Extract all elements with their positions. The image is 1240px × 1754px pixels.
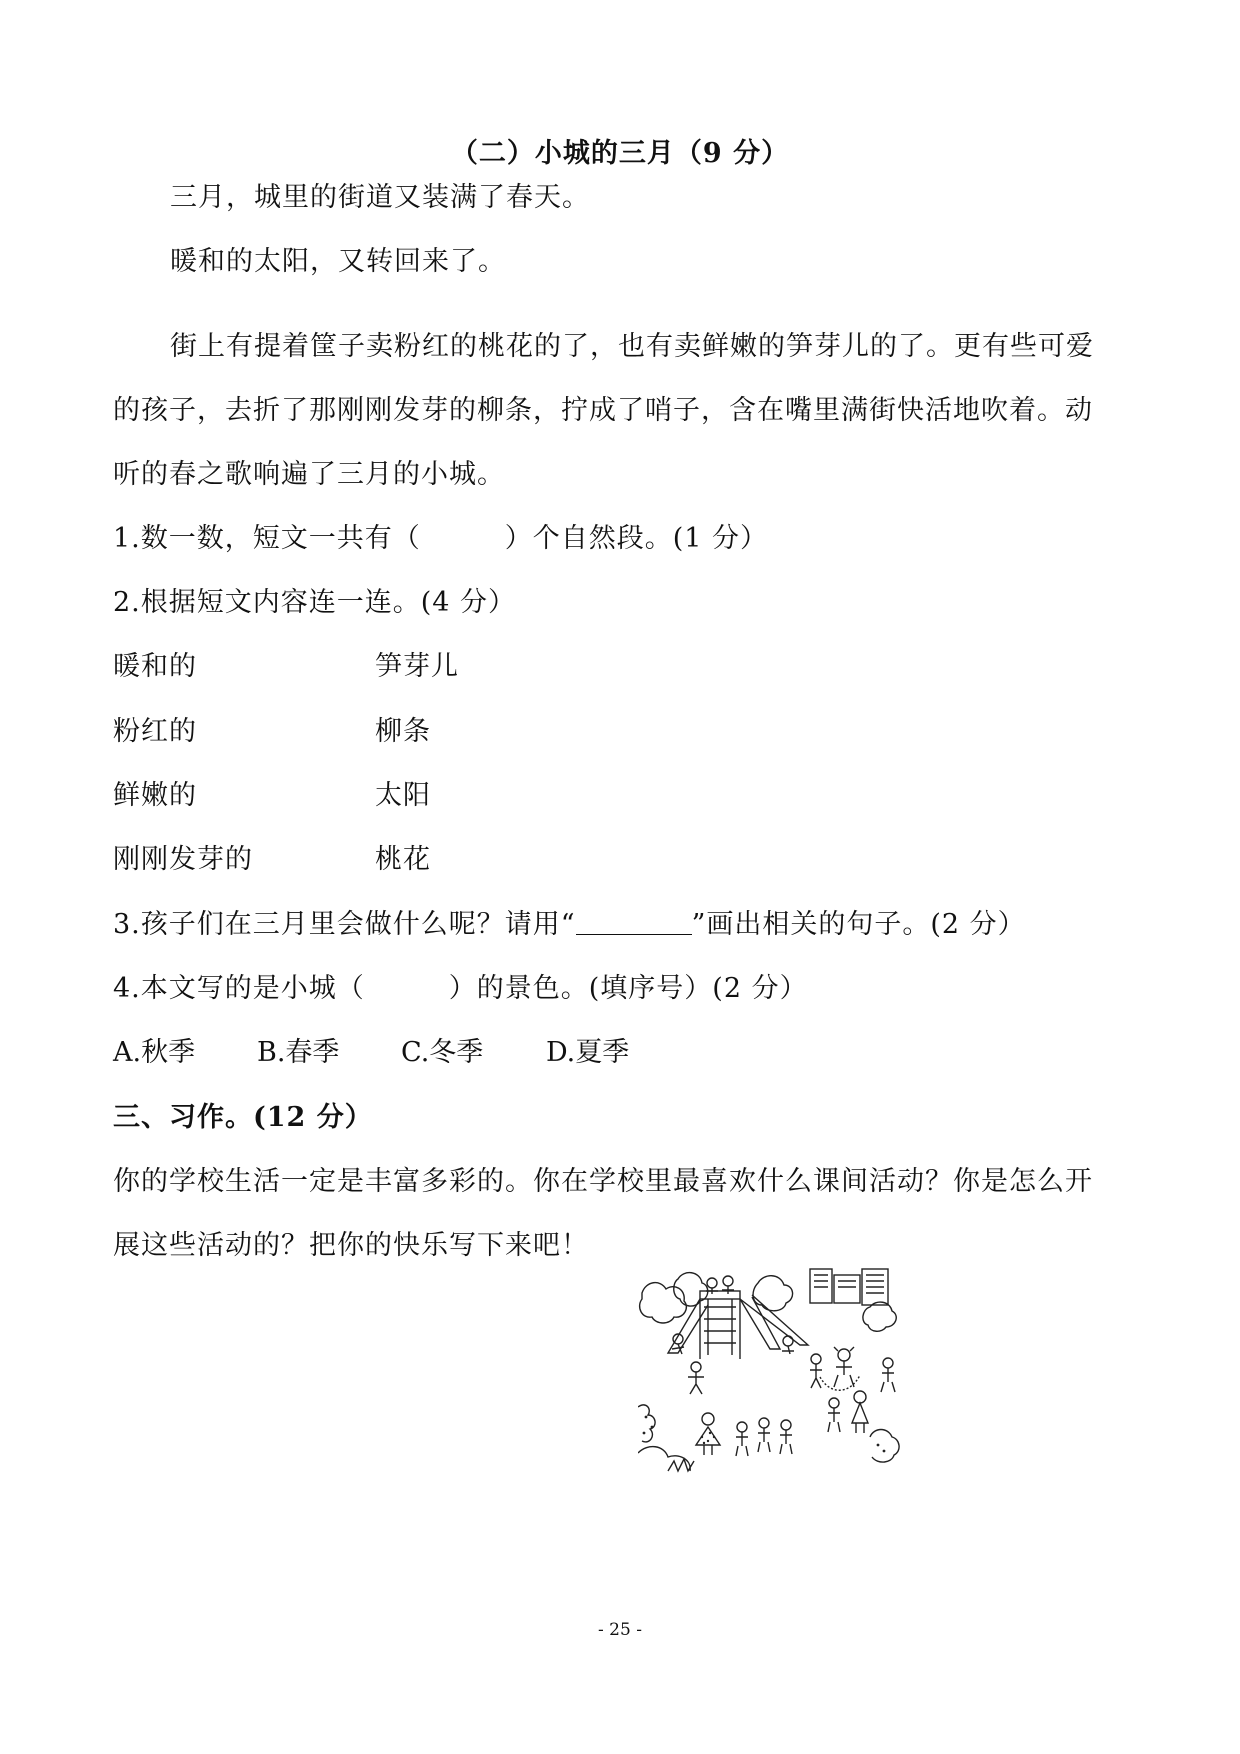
- match-right-4: 桃花: [375, 844, 431, 875]
- page-number: - 25 -: [598, 1620, 642, 1640]
- writing-prompt-line-2: 展这些活动的？把你的快乐写下来吧！: [113, 1230, 589, 1261]
- match-left-1: 暖和的: [113, 651, 197, 682]
- writing-heading: 三、习作。(12 分）: [113, 1102, 373, 1133]
- match-right-2: 柳条: [375, 716, 431, 747]
- playground-illustration: [638, 1267, 906, 1475]
- question-3: [113, 905, 1026, 945]
- section-title: （二）小城的三月（9 分）: [450, 138, 790, 169]
- option-a: A.秋季: [113, 1037, 196, 1068]
- match-right-1: 笋芽儿: [375, 651, 459, 682]
- paragraph-3-line-1: 街上有提着筐子卖粉红的桃花的了，也有卖鲜嫩的笋芽儿的了。更有些可爱: [170, 331, 1094, 362]
- paragraph-2: 暖和的太阳，又转回来了。: [170, 246, 506, 277]
- match-left-3: 鲜嫩的: [113, 780, 197, 811]
- question-1: 1.数一数，短文一共有（ ）个自然段。(1 分）: [113, 523, 769, 554]
- question-4: 4.本文写的是小城（ ）的景色。(填序号）(2 分）: [113, 973, 808, 1004]
- option-d: D.夏季: [546, 1037, 630, 1068]
- answer-underline: [576, 910, 692, 935]
- match-left-2: 粉红的: [113, 716, 197, 747]
- paragraph-3-line-2: 的孩子，去折了那刚刚发芽的柳条，拧成了哨子，含在嘴里满街快活地吹着。动: [113, 395, 1093, 426]
- option-b: B.春季: [257, 1037, 340, 1068]
- question-3-text-before: 3.孩子们在三月里会做什么呢？请用“: [113, 909, 576, 940]
- option-c: C.冬季: [401, 1037, 484, 1068]
- writing-prompt-line-1: 你的学校生活一定是丰富多彩的。你在学校里最喜欢什么课间活动？你是怎么开: [113, 1166, 1093, 1197]
- match-right-3: 太阳: [375, 780, 431, 811]
- paragraph-1: 三月，城里的街道又装满了春天。: [170, 182, 590, 213]
- question-3-text-after: ”画出相关的句子。(2 分）: [691, 909, 1026, 940]
- question-2: 2.根据短文内容连一连。(4 分）: [113, 587, 517, 618]
- match-left-4: 刚刚发芽的: [113, 844, 253, 875]
- paragraph-3-line-3: 听的春之歌响遍了三月的小城。: [113, 459, 505, 490]
